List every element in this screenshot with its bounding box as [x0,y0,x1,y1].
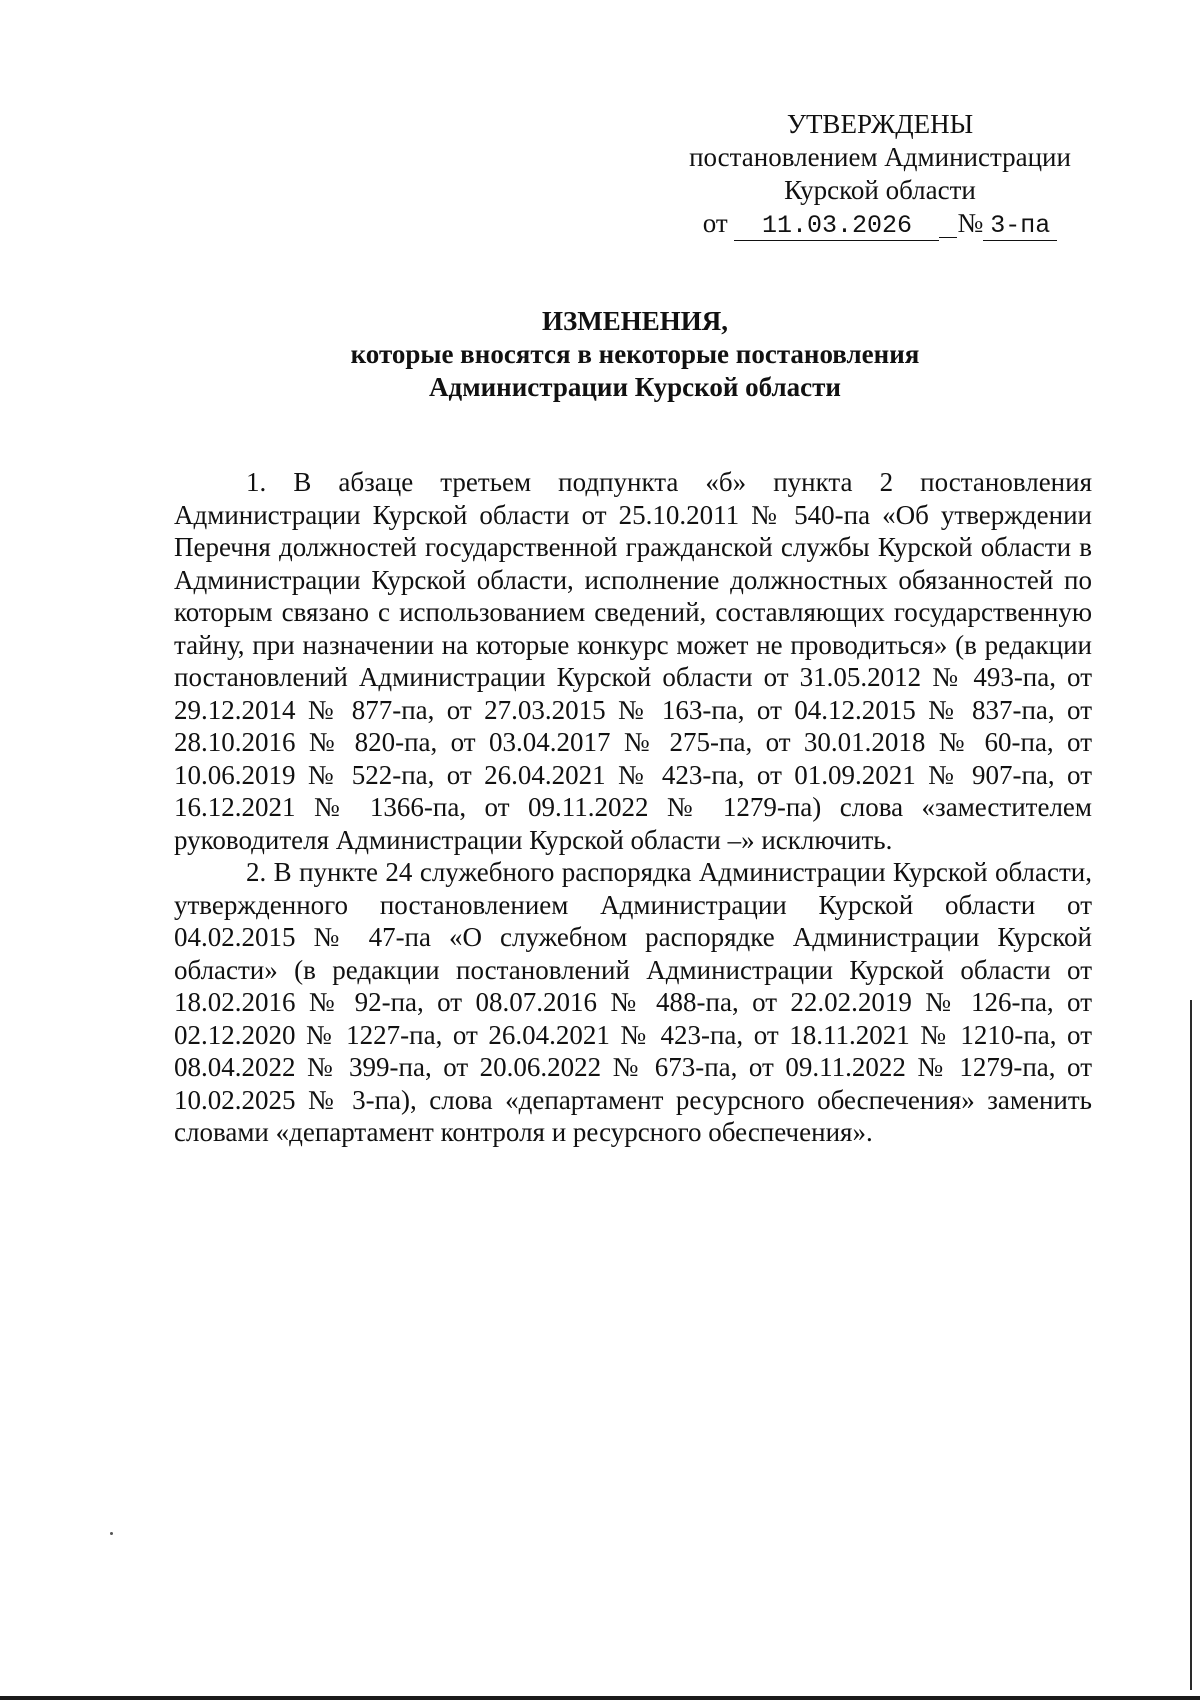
title-line-3: Администрации Курской области [429,372,841,402]
approval-stamp-block [660,108,1100,241]
approval-authority: постановлением Администрации [689,142,1071,172]
approval-region: Курской области [784,175,976,205]
scan-speck [110,1532,113,1535]
title-line-1: ИЗМЕНЕНИЯ, [541,306,728,336]
number-prefix: № [957,208,984,238]
document-body [174,466,1092,1149]
title-line-2: которые вносятся в некоторые постановления [350,339,920,369]
approval-date: 11.03.2026 [734,212,939,241]
approval-heading: УТВЕРЖДЕНЫ [786,109,974,139]
scan-bottom-border [0,1696,1200,1700]
document-title [150,305,1120,404]
scan-edge-line [1190,1000,1192,1690]
approval-date-line [660,207,1100,241]
approval-number: 3-па [983,212,1057,241]
paragraph-2: 2. В пункте 24 служебного распорядка Администрации Курской области, утвержденного постановлением Администрации Курской области от 04.02.2015 № 47-па «О служебном распорядке Администрации Курской области» (в редакции постановлений Администрации Курской области от 18.02.2016 № 92-па, от 08.07.2016 № 488-па, от 22.02.2019 № 126-па, от 02.12.2020 № 1227-па, от 26.04.2021 № 423-па, от 18.11.2021 № 1210-па, от 08.04.2022 № 399-па, от 20.06.2022 № 673-па, от 09.11.2022 № 1279-па, от 10.02.2025 № 3-па), слова «департамент ресурсного обеспечения» заменить словами «департамент контроля и ресурсного обеспечения». [174,857,1092,1147]
date-prefix: от [702,208,728,238]
date-underline-gap [939,209,957,238]
paragraph-1: 1. В абзаце третьем подпункта «б» пункта 2 постановления Администрации Курской области от 25.10.2011 № 540-па «Об утверждении Перечня должностей государственной гражданской службы Курской области в Администрации Курской области, исполнение должностных обязанностей по которым связано с использованием сведений, составляющих государственную тайну, при назначении на которые конкурс может не проводиться» (в редакции постановлений Администрации Курской области от 31.05.2012 № 493-па, от 29.12.2014 № 877-па, от 27.03.2015 № 163-па, от 04.12.2015 № 837-па, от 28.10.2016 № 820-па, от 03.04.2017 № 275-па, от 30.01.2018 № 60-па, от 10.06.2019 № 522-па, от 26.04.2021 № 423-па, от 01.09.2021 № 907-па, от 16.12.2021 № 1366-па, от 09.11.2022 № 1279-па) слова «заместителем руководителя Администрации Курской области –» исключить. [174,467,1092,855]
